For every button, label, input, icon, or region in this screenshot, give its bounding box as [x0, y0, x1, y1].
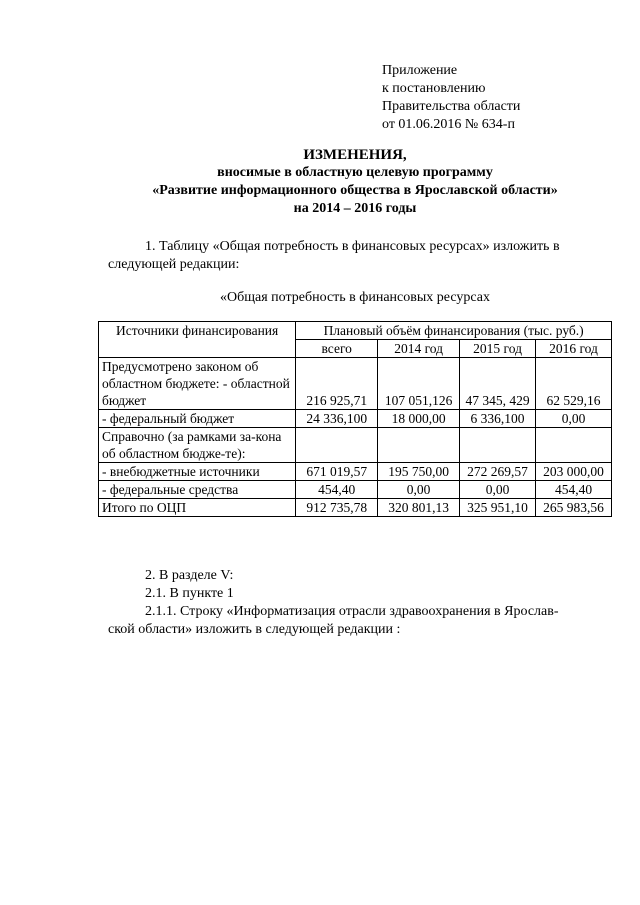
- cell-2016: [536, 428, 612, 463]
- section-2-1: 2.1. В пункте 1: [145, 586, 234, 601]
- header-2014: 2014 год: [378, 340, 460, 358]
- cell-2016: 62 529,16: [536, 358, 612, 410]
- cell-2016: 454,40: [536, 481, 612, 499]
- cell-2016: 265 983,56: [536, 499, 612, 517]
- header-source: Источники финансирования: [99, 322, 296, 358]
- cell-total: 671 019,57: [296, 463, 378, 481]
- document-heading: [100, 146, 610, 218]
- heading-title: ИЗМЕНЕНИЯ,: [303, 147, 407, 163]
- cell-total: 454,40: [296, 481, 378, 499]
- heading-line: вносимые в областную целевую программу: [217, 165, 493, 180]
- cell-2015: 47 345, 429: [460, 358, 536, 410]
- cell-2015: 6 336,100: [460, 410, 536, 428]
- cell-2016: 0,00: [536, 410, 612, 428]
- cell-total: [296, 428, 378, 463]
- heading-line: на 2014 – 2016 годы: [293, 201, 417, 216]
- table-header-row: [99, 322, 612, 340]
- cell-2014: 0,00: [378, 481, 460, 499]
- table-row: [99, 481, 612, 499]
- finance-table: [98, 321, 612, 517]
- row-source: - федеральный бюджет: [99, 410, 296, 428]
- appendix-block: [382, 62, 520, 134]
- paragraph-line: следующей редакции:: [108, 257, 240, 272]
- header-2016: 2016 год: [536, 340, 612, 358]
- table-row: [99, 410, 612, 428]
- cell-2015: 272 269,57: [460, 463, 536, 481]
- cell-total: 24 336,100: [296, 410, 378, 428]
- section-2-1-1: 2.1.1. Строку «Информатизация отрасли здравоохранения в Ярослав-: [145, 604, 559, 619]
- cell-2014: 195 750,00: [378, 463, 460, 481]
- table-row: [99, 358, 612, 410]
- cell-total: 216 925,71: [296, 358, 378, 410]
- cell-2014: [378, 428, 460, 463]
- header-plan: Плановый объём финансирования (тыс. руб.): [296, 322, 612, 340]
- header-total: всего: [296, 340, 378, 358]
- cell-total: 912 735,78: [296, 499, 378, 517]
- row-source: - федеральные средства: [99, 481, 296, 499]
- cell-2016: 203 000,00: [536, 463, 612, 481]
- paragraph-1: [108, 238, 610, 274]
- section-2-1-1-cont: ской области» изложить в следующей редакции :: [108, 622, 401, 637]
- row-source: Итого по ОЦП: [99, 499, 296, 517]
- row-source: - внебюджетные источники: [99, 463, 296, 481]
- cell-2015: 325 951,10: [460, 499, 536, 517]
- cell-2014: 107 051,126: [378, 358, 460, 410]
- cell-2014: 320 801,13: [378, 499, 460, 517]
- cell-2015: [460, 428, 536, 463]
- header-2015: 2015 год: [460, 340, 536, 358]
- appendix-line: Приложение: [382, 63, 458, 78]
- appendix-line: от 01.06.2016 № 634-п: [382, 117, 515, 132]
- row-source: Справочно (за рамками за-кона об областном бюдже-те):: [99, 428, 296, 463]
- appendix-line: Правительства области: [382, 99, 521, 114]
- paragraph-line: 1. Таблицу «Общая потребность в финансовых ресурсах» изложить в: [145, 239, 560, 254]
- appendix-line: к постановлению: [382, 81, 486, 96]
- cell-2015: 0,00: [460, 481, 536, 499]
- table-caption: «Общая потребность в финансовых ресурсах: [220, 290, 490, 305]
- row-source: Предусмотрено законом об областном бюджете: - областной бюджет: [99, 358, 296, 410]
- heading-line: «Развитие информационного общества в Ярославской области»: [152, 183, 558, 198]
- sections-block: [108, 567, 610, 639]
- table-row: [99, 428, 612, 463]
- section-2: 2. В разделе V:: [145, 568, 234, 583]
- table-row: [99, 463, 612, 481]
- table-row: [99, 499, 612, 517]
- cell-2014: 18 000,00: [378, 410, 460, 428]
